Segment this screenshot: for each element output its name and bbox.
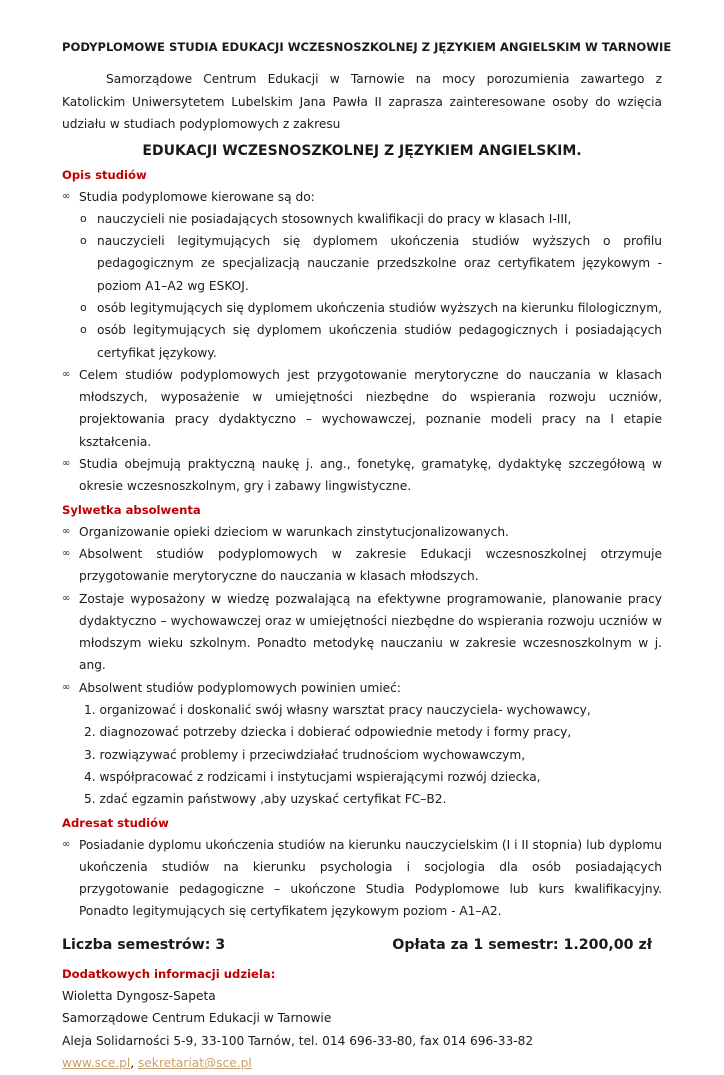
intro-text: Samorządowe Centrum Edukacji w Tarnowie na mocy porozumienia zawartego z Katolickim Uniwersytetem Lubelskim Jana Pawła II zaprasza zainteresowane osoby do wzięcia udziału w studiach podyplomowych z zakresu	[62, 72, 662, 131]
numbered-item: 5. zdać egzamin państwowy ,aby uzyskać certyfikat FC–B2.	[84, 792, 447, 807]
intro-paragraph	[62, 68, 662, 136]
list-item: ∞ Celem studiów podyplomowych jest przygotowanie merytoryczne do nauczania w klasach młodszych, wyposażenie w umiejętności niezbędne do wspierania rozwoju uczniów, projektowania pracy dydaktyczno – wychowawczej, poznanie modeli pracy na I etapie kształcenia.	[62, 364, 662, 453]
bullet-icon: ∞	[62, 458, 71, 470]
numbered-item: 2. diagnozować potrzeby dziecka i dobierać odpowiednie metody i formy pracy,	[84, 725, 572, 740]
sub-list-item: o nauczycieli nie posiadających stosownych kwalifikacji do pracy w klasach I-III,	[62, 208, 662, 230]
contact-heading: Dodatkowych informacji udziela:	[62, 966, 276, 981]
link-separator: ,	[130, 1056, 135, 1071]
section-heading-adresat: Adresat studiów	[62, 815, 169, 830]
list-item: ∞ Organizowanie opieki dzieciom w warunkach zinstytucjonalizowanych.	[62, 521, 662, 543]
numbered-item: 1. organizować i doskonalić swój własny warsztat pracy nauczyciela- wychowawcy,	[84, 703, 591, 718]
email-link[interactable]: sekretariat@sce.pl	[137, 1056, 252, 1071]
numbered-item: 3. rozwiązywać problemy i przeciwdziałać trudnościom wychowawczym,	[84, 747, 526, 762]
section-heading-opis: Opis studiów	[62, 167, 147, 182]
section-heading-sylwetka: Sylwetka absolwenta	[62, 502, 201, 517]
list-item: ∞ Posiadanie dyplomu ukończenia studiów na kierunku nauczycielskim (I i II stopnia) lub dyplomu ukończenia studiów na kierunku psychologia i socjologia dla osób posiadających przygotowanie pedagogiczne – ukończone Studia Podyplomowe lub kurs kwalifikacyjny. Ponadto legitymujących się certyfikatem językowym poziom - A1–A2.	[62, 834, 662, 923]
contact-address: Aleja Solidarności 5-9, 33-100 Tarnów, tel. 014 696-33-80, fax 014 696-33-82	[62, 1033, 534, 1048]
bullet-icon: ∞	[62, 592, 71, 604]
semester-count: Liczba semestrów: 3	[62, 936, 226, 953]
bullet-icon: ∞	[62, 838, 71, 850]
list-item: ∞ Absolwent studiów podyplomowych powinien umieć:	[62, 677, 662, 699]
website-link[interactable]: www.sce.pl	[62, 1056, 131, 1071]
bullet-icon: ∞	[62, 368, 71, 380]
contact-links	[62, 1052, 662, 1075]
document-title: PODYPLOMOWE STUDIA EDUKACJI WCZESNOSZKOLNEJ Z JĘZYKIEM ANGIELSKIM W TARNOWIE	[62, 40, 672, 54]
bullet-icon: ∞	[62, 681, 71, 693]
list-item: ∞ Zostaje wyposażony w wiedzę pozwalającą na efektywne programowanie, planowanie pracy dydaktyczno – wychowawczej oraz w umiejętności niezbędne do wspierania rozwoju uczniów w młodszym wieku szkolnym. Ponadto metodykę nauczaniu w zakresie wczesnoszkolnym w j. ang.	[62, 588, 662, 677]
numbered-item: 4. współpracować z rodzicami i instytucjami wspierającymi rozwój dziecka,	[84, 769, 541, 784]
list-item: ∞ Studia obejmują praktyczną naukę j. ang., fonetykę, gramatykę, dydaktykę szczegółową w okresie wczesnoszkolnym, gry i zabawy lingwistyczne.	[62, 453, 662, 498]
circle-bullet-icon: o	[80, 211, 87, 225]
sub-list-item: o osób legitymujących się dyplomem ukończenia studiów wyższych na kierunku filologicznym,	[62, 297, 662, 319]
list-item: ∞ Studia podyplomowe kierowane są do:	[62, 186, 662, 208]
sub-list-item: o nauczycieli legitymujących się dyplomem ukończenia studiów wyższych o profilu pedagogicznym ze specjalizacją nauczanie przedszkolne oraz certyfikatem językowym - poziom A1–A2 wg ESKOJ.	[62, 230, 662, 297]
contact-organization: Samorządowe Centrum Edukacji w Tarnowie	[62, 1011, 332, 1026]
circle-bullet-icon: o	[80, 234, 87, 248]
list-item: ∞ Absolwent studiów podyplomowych w zakresie Edukacji wczesnoszkolnej otrzymuje przygotowanie merytoryczne do nauczania w klasach młodszych.	[62, 543, 662, 588]
circle-bullet-icon: o	[80, 300, 87, 314]
semester-fee-row	[62, 937, 662, 953]
bullet-icon: ∞	[62, 525, 71, 537]
bullet-icon: ∞	[62, 190, 71, 202]
program-title: EDUKACJI WCZESNOSZKOLNEJ Z JĘZYKIEM ANGIELSKIM.	[142, 142, 582, 159]
circle-bullet-icon: o	[80, 323, 87, 337]
bullet-icon: ∞	[62, 547, 71, 559]
contact-person: Wioletta Dyngosz-Sapeta	[62, 988, 216, 1003]
semester-fee: Opłata za 1 semestr: 1.200,00 zł	[392, 936, 652, 953]
sub-list-item: o osób legitymujących się dyplomem ukończenia studiów pedagogicznych i posiadających certyfikat językowy.	[62, 319, 662, 364]
